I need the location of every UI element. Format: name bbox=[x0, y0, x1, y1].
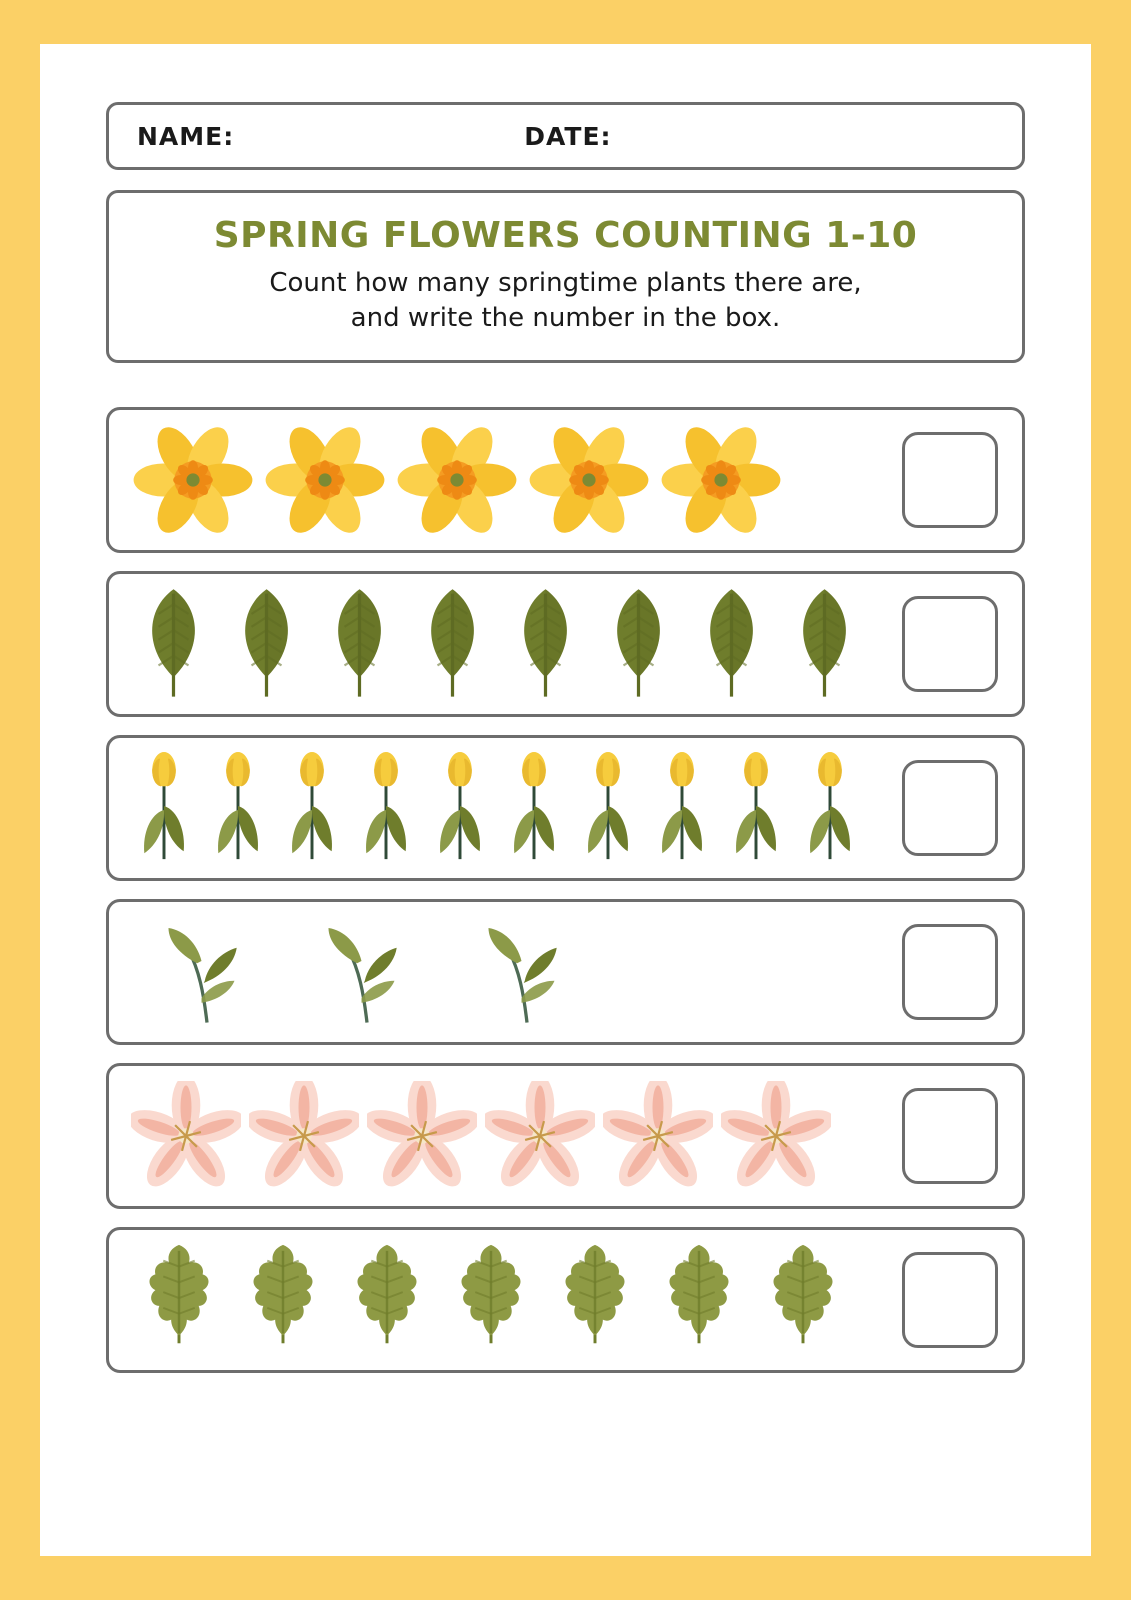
oak-leaf-icon bbox=[235, 1241, 331, 1359]
pointed-leaf-icon bbox=[503, 585, 588, 703]
answer-box[interactable] bbox=[902, 760, 998, 856]
tulip-icon bbox=[353, 749, 419, 867]
name-date-bar bbox=[106, 102, 1025, 170]
pointed-leaf-icon bbox=[313, 585, 406, 703]
daffodil-flower-icon bbox=[127, 425, 259, 535]
oak-leaf-icon bbox=[543, 1241, 647, 1359]
pink-blossom-icon bbox=[599, 1081, 717, 1191]
tulip-icon bbox=[501, 749, 567, 867]
name-label: NAME: bbox=[137, 121, 235, 151]
daffodil-flower-icon bbox=[659, 425, 783, 535]
question-row bbox=[106, 571, 1025, 717]
question-row bbox=[106, 735, 1025, 881]
pointed-leaf-icon bbox=[778, 585, 871, 703]
count-items-group bbox=[127, 1230, 888, 1370]
oak-leaf-icon bbox=[131, 1241, 227, 1359]
pointed-leaf-icon bbox=[596, 585, 681, 703]
answer-box[interactable] bbox=[902, 596, 998, 692]
pointed-leaf-icon bbox=[317, 585, 402, 703]
pink-blossom-icon bbox=[603, 1081, 713, 1191]
daffodil-flower-icon bbox=[263, 425, 387, 535]
pointed-leaf-icon bbox=[689, 585, 774, 703]
answer-box[interactable] bbox=[902, 432, 998, 528]
tulip-icon bbox=[797, 749, 863, 867]
pink-blossom-icon bbox=[363, 1081, 481, 1191]
count-items-group bbox=[127, 738, 888, 878]
daffodil-flower-icon bbox=[655, 425, 787, 535]
question-row bbox=[106, 1063, 1025, 1209]
pink-blossom-icon bbox=[721, 1081, 831, 1191]
sprout-icon bbox=[447, 917, 607, 1027]
tulip-icon bbox=[575, 749, 641, 867]
tulip-icon bbox=[649, 749, 715, 867]
pink-blossom-icon bbox=[367, 1081, 477, 1191]
tulip-icon bbox=[423, 749, 497, 867]
oak-leaf-icon bbox=[547, 1241, 643, 1359]
question-row bbox=[106, 899, 1025, 1045]
pink-blossom-icon bbox=[481, 1081, 599, 1191]
oak-leaf-icon bbox=[335, 1241, 439, 1359]
tulip-icon bbox=[427, 749, 493, 867]
page-title: SPRING FLOWERS COUNTING 1-10 bbox=[213, 215, 918, 256]
pointed-leaf-icon bbox=[406, 585, 499, 703]
count-items-group bbox=[127, 902, 888, 1042]
count-items-group bbox=[127, 574, 888, 714]
question-row bbox=[106, 1227, 1025, 1373]
daffodil-flower-icon bbox=[131, 425, 255, 535]
pointed-leaf-icon bbox=[499, 585, 592, 703]
oak-leaf-icon bbox=[755, 1241, 851, 1359]
oak-leaf-icon bbox=[127, 1241, 231, 1359]
pointed-leaf-icon bbox=[224, 585, 309, 703]
daffodil-flower-icon bbox=[523, 425, 655, 535]
question-rows bbox=[106, 407, 1025, 1516]
pink-blossom-icon bbox=[717, 1081, 835, 1191]
pointed-leaf-icon bbox=[131, 585, 216, 703]
tulip-icon bbox=[645, 749, 719, 867]
tulip-icon bbox=[571, 749, 645, 867]
title-block bbox=[106, 190, 1025, 363]
oak-leaf-icon bbox=[647, 1241, 751, 1359]
pink-blossom-icon bbox=[485, 1081, 595, 1191]
daffodil-flower-icon bbox=[391, 425, 523, 535]
oak-leaf-icon bbox=[651, 1241, 747, 1359]
tulip-icon bbox=[205, 749, 271, 867]
oak-leaf-icon bbox=[439, 1241, 543, 1359]
tulip-icon bbox=[793, 749, 867, 867]
pointed-leaf-icon bbox=[410, 585, 495, 703]
sprout-icon bbox=[127, 917, 287, 1027]
answer-box[interactable] bbox=[902, 924, 998, 1020]
tulip-icon bbox=[497, 749, 571, 867]
pointed-leaf-icon bbox=[782, 585, 867, 703]
sprout-icon bbox=[451, 917, 603, 1027]
instructions-line-1: Count how many springtime plants there are, bbox=[269, 268, 862, 298]
sprout-icon bbox=[131, 917, 283, 1027]
pointed-leaf-icon bbox=[220, 585, 313, 703]
pointed-leaf-icon bbox=[127, 585, 220, 703]
tulip-icon bbox=[131, 749, 197, 867]
daffodil-flower-icon bbox=[395, 425, 519, 535]
oak-leaf-icon bbox=[443, 1241, 539, 1359]
instructions-line-2: and write the number in the box. bbox=[350, 303, 781, 334]
tulip-icon bbox=[719, 749, 793, 867]
sprout-icon bbox=[287, 917, 447, 1027]
daffodil-flower-icon bbox=[527, 425, 651, 535]
count-items-group bbox=[127, 1066, 888, 1206]
oak-leaf-icon bbox=[231, 1241, 335, 1359]
pink-blossom-icon bbox=[127, 1081, 245, 1191]
pointed-leaf-icon bbox=[685, 585, 778, 703]
tulip-icon bbox=[201, 749, 275, 867]
tulip-icon bbox=[275, 749, 349, 867]
pink-blossom-icon bbox=[245, 1081, 363, 1191]
answer-box[interactable] bbox=[902, 1088, 998, 1184]
pink-blossom-icon bbox=[131, 1081, 241, 1191]
tulip-icon bbox=[349, 749, 423, 867]
worksheet-sheet bbox=[40, 44, 1091, 1556]
question-row bbox=[106, 407, 1025, 553]
tulip-icon bbox=[127, 749, 201, 867]
sprout-icon bbox=[291, 917, 443, 1027]
daffodil-flower-icon bbox=[259, 425, 391, 535]
pink-blossom-icon bbox=[249, 1081, 359, 1191]
tulip-icon bbox=[723, 749, 789, 867]
oak-leaf-icon bbox=[751, 1241, 855, 1359]
oak-leaf-icon bbox=[339, 1241, 435, 1359]
pointed-leaf-icon bbox=[592, 585, 685, 703]
date-label: DATE: bbox=[524, 121, 612, 151]
tulip-icon bbox=[279, 749, 345, 867]
answer-box[interactable] bbox=[902, 1252, 998, 1348]
count-items-group bbox=[127, 410, 888, 550]
